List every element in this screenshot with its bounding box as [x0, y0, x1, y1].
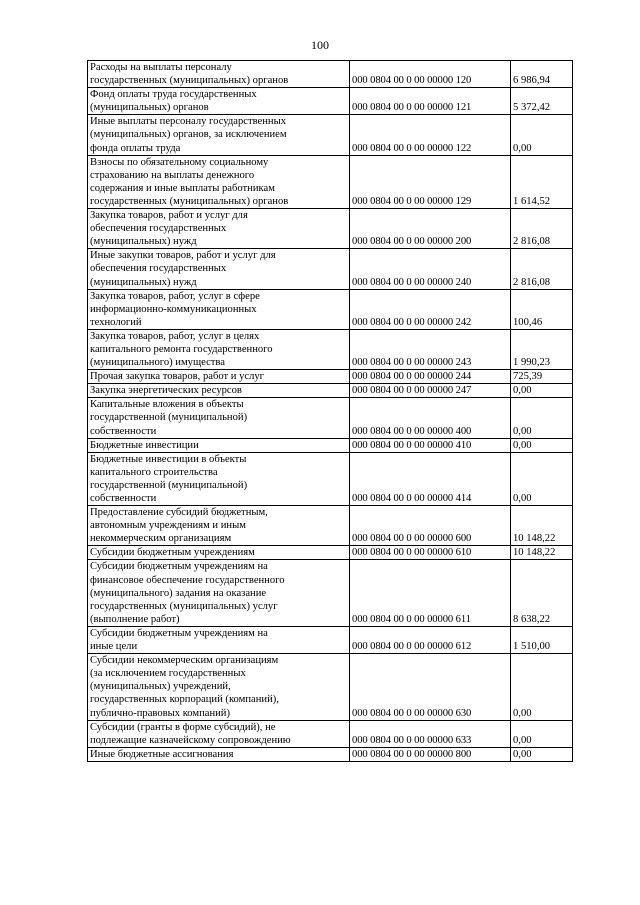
budget-code-cell: 000 0804 00 0 00 00000 630	[350, 654, 511, 720]
expense-name-cell: Капитальные вложения в объекты государственной (муниципальной) собственности	[88, 398, 350, 438]
table-row	[88, 546, 573, 560]
budget-code-cell: 000 0804 00 0 00 00000 400	[350, 398, 511, 438]
table-row	[88, 249, 573, 289]
table-row	[88, 452, 573, 505]
amount-cell: 10 148,22	[511, 506, 573, 546]
amount-cell: 8 638,22	[511, 560, 573, 626]
budget-code-cell: 000 0804 00 0 00 00000 247	[350, 384, 511, 398]
budget-code-cell: 000 0804 00 0 00 00000 243	[350, 329, 511, 369]
amount-cell: 10 148,22	[511, 546, 573, 560]
expense-name-cell: Иные выплаты персоналу государственных (муниципальных) органов, за исключением фонда оплаты труда	[88, 115, 350, 155]
table-row	[88, 398, 573, 438]
page-number: 100	[311, 38, 329, 52]
table-row	[88, 384, 573, 398]
amount-cell: 0,00	[511, 654, 573, 720]
budget-table-body	[88, 61, 573, 762]
expense-name-cell: Взносы по обязательному социальному страхованию на выплаты денежного содержания и иные выплаты работникам государственных (муниципальных) органов	[88, 155, 350, 208]
budget-code-cell: 000 0804 00 0 00 00000 800	[350, 747, 511, 761]
expense-name-cell: Расходы на выплаты персоналу государственных (муниципальных) органов	[88, 61, 350, 88]
expense-name-cell: Закупка товаров, работ, услуг в целях капитального ремонта государственного (муниципального) имущества	[88, 329, 350, 369]
expense-name-cell: Предоставление субсидий бюджетным, автономным учреждениям и иным некоммерческим организациям	[88, 506, 350, 546]
expense-name-cell: Бюджетные инвестиции	[88, 438, 350, 452]
amount-cell: 100,46	[511, 289, 573, 329]
expense-name-cell: Субсидии бюджетным учреждениям на финансовое обеспечение государственного (муниципального) задания на оказание государственных (муниципальных) услуг (выполнение работ)	[88, 560, 350, 626]
budget-code-cell: 000 0804 00 0 00 00000 122	[350, 115, 511, 155]
expense-name-cell: Фонд оплаты труда государственных (муниципальных) органов	[88, 88, 350, 115]
table-row	[88, 560, 573, 626]
expense-name-cell: Субсидии бюджетным учреждениям на иные цели	[88, 626, 350, 653]
table-row	[88, 289, 573, 329]
amount-cell: 0,00	[511, 384, 573, 398]
budget-code-cell: 000 0804 00 0 00 00000 121	[350, 88, 511, 115]
expense-name-cell: Закупка товаров, работ и услуг для обеспечения государственных (муниципальных) нужд	[88, 209, 350, 249]
expense-name-cell: Закупка энергетических ресурсов	[88, 384, 350, 398]
table-row	[88, 115, 573, 155]
amount-cell: 2 816,08	[511, 209, 573, 249]
table-row	[88, 370, 573, 384]
table-row	[88, 61, 573, 88]
table-row	[88, 654, 573, 720]
amount-cell: 1 510,00	[511, 626, 573, 653]
expense-name-cell: Иные бюджетные ассигнования	[88, 747, 350, 761]
table-row	[88, 155, 573, 208]
table-row	[88, 626, 573, 653]
budget-code-cell: 000 0804 00 0 00 00000 129	[350, 155, 511, 208]
amount-cell: 1 614,52	[511, 155, 573, 208]
budget-code-cell: 000 0804 00 0 00 00000 410	[350, 438, 511, 452]
table-row	[88, 438, 573, 452]
budget-code-cell: 000 0804 00 0 00 00000 120	[350, 61, 511, 88]
amount-cell: 1 990,23	[511, 329, 573, 369]
amount-cell: 6 986,94	[511, 61, 573, 88]
table-row	[88, 720, 573, 747]
amount-cell: 0,00	[511, 747, 573, 761]
table-row	[88, 329, 573, 369]
budget-table	[87, 60, 573, 762]
budget-code-cell: 000 0804 00 0 00 00000 242	[350, 289, 511, 329]
table-row	[88, 747, 573, 761]
budget-code-cell: 000 0804 00 0 00 00000 240	[350, 249, 511, 289]
expense-name-cell: Субсидии некоммерческим организациям (за исключением государственных (муниципальных) учреждений, государственных корпораций (компаний), публично-правовых компаний)	[88, 654, 350, 720]
budget-code-cell: 000 0804 00 0 00 00000 610	[350, 546, 511, 560]
amount-cell: 5 372,42	[511, 88, 573, 115]
amount-cell: 0,00	[511, 452, 573, 505]
budget-code-cell: 000 0804 00 0 00 00000 611	[350, 560, 511, 626]
expense-name-cell: Субсидии (гранты в форме субсидий), не подлежащие казначейскому сопровождению	[88, 720, 350, 747]
budget-code-cell: 000 0804 00 0 00 00000 200	[350, 209, 511, 249]
budget-code-cell: 000 0804 00 0 00 00000 414	[350, 452, 511, 505]
table-row	[88, 209, 573, 249]
amount-cell: 0,00	[511, 115, 573, 155]
budget-code-cell: 000 0804 00 0 00 00000 600	[350, 506, 511, 546]
table-row	[88, 506, 573, 546]
expense-name-cell: Прочая закупка товаров, работ и услуг	[88, 370, 350, 384]
table-row	[88, 88, 573, 115]
amount-cell: 2 816,08	[511, 249, 573, 289]
expense-name-cell: Иные закупки товаров, работ и услуг для обеспечения государственных (муниципальных) нужд	[88, 249, 350, 289]
expense-name-cell: Бюджетные инвестиции в объекты капитального строительства государственной (муниципальной) собственности	[88, 452, 350, 505]
expense-name-cell: Субсидии бюджетным учреждениям	[88, 546, 350, 560]
amount-cell: 0,00	[511, 438, 573, 452]
budget-code-cell: 000 0804 00 0 00 00000 633	[350, 720, 511, 747]
expense-name-cell: Закупка товаров, работ, услуг в сфере информационно-коммуникационных технологий	[88, 289, 350, 329]
amount-cell: 0,00	[511, 720, 573, 747]
amount-cell: 725,39	[511, 370, 573, 384]
amount-cell: 0,00	[511, 398, 573, 438]
budget-code-cell: 000 0804 00 0 00 00000 244	[350, 370, 511, 384]
budget-code-cell: 000 0804 00 0 00 00000 612	[350, 626, 511, 653]
